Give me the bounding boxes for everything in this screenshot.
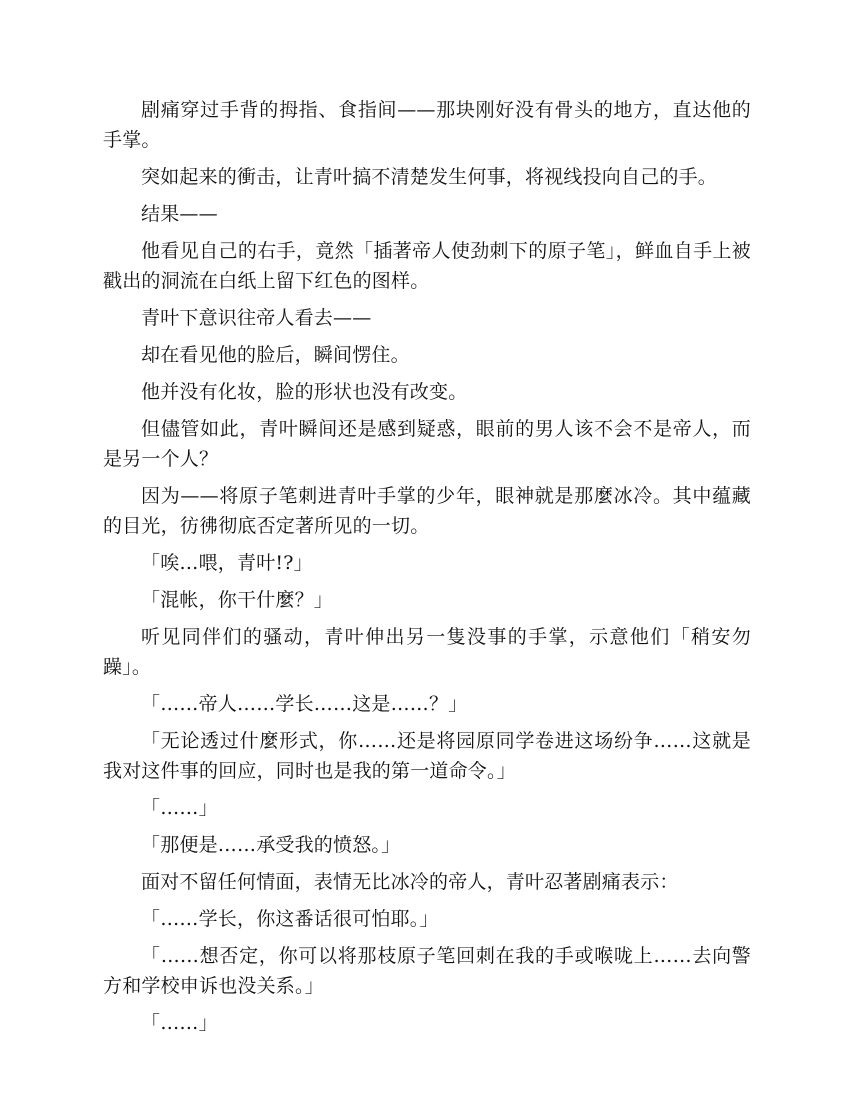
dialogue-line: 「唉…喂，青叶!?」: [141, 552, 313, 574]
paragraph: 因为——将原子笔刺进青叶手掌的少年，眼神就是那麼冰冷。其中蕴藏的目光，彷彿彻底否定著所见的一切。: [103, 485, 751, 537]
dialogue-line: 「……想否定，你可以将那枝原子笔回刺在我的手或喉咙上……去向警方和学校申诉也没关系。」: [103, 945, 751, 997]
dialogue-line: 「那便是……承受我的愤怒。」: [141, 834, 401, 856]
paragraph: 但儘管如此，青叶瞬间还是感到疑惑，眼前的男人该不会不是帝人，而是另一个人？: [103, 418, 751, 470]
paragraph: 却在看见他的脸后，瞬间愣住。: [141, 344, 410, 366]
dialogue-line: 「……学长，你这番话很可怕耶。」: [141, 908, 439, 930]
document-page: [103, 95, 751, 1045]
dialogue-line: 「无论透过什麼形式，你……还是将园原同学卷进这场纷争……这就是我对这件事的回应，同时也是我的第一道命令。」: [103, 730, 751, 782]
dialogue-line: 「……帝人……学长……这是……？」: [141, 693, 468, 715]
paragraph: 他看见自己的右手，竟然「插著帝人使劲刺下的原子笔」，鲜血自手上被戳出的洞流在白纸上留下红色的图样。: [103, 240, 751, 292]
paragraph: 结果——: [141, 203, 218, 225]
paragraph: 他并没有化妆，脸的形状也没有改变。: [141, 381, 468, 403]
dialogue-line: 「……」: [141, 797, 218, 819]
paragraph: 突如起来的衝击，让青叶搞不清楚发生何事，将视线投向自己的手。: [141, 166, 718, 188]
dialogue-line: 「混帐，你干什麼？」: [141, 589, 334, 611]
paragraph: 青叶下意识往帝人看去——: [141, 307, 372, 329]
dialogue-line: 「……」: [141, 1012, 218, 1034]
paragraph: 面对不留任何情面，表情无比冰冷的帝人，青叶忍著剧痛表示：: [141, 871, 679, 893]
paragraph: 听见同伴们的骚动，青叶伸出另一隻没事的手掌，示意他们「稍安勿躁」。: [103, 626, 751, 678]
paragraph: 剧痛穿过手背的拇指、食指间——那块刚好没有骨头的地方，直达他的手掌。: [103, 99, 751, 151]
